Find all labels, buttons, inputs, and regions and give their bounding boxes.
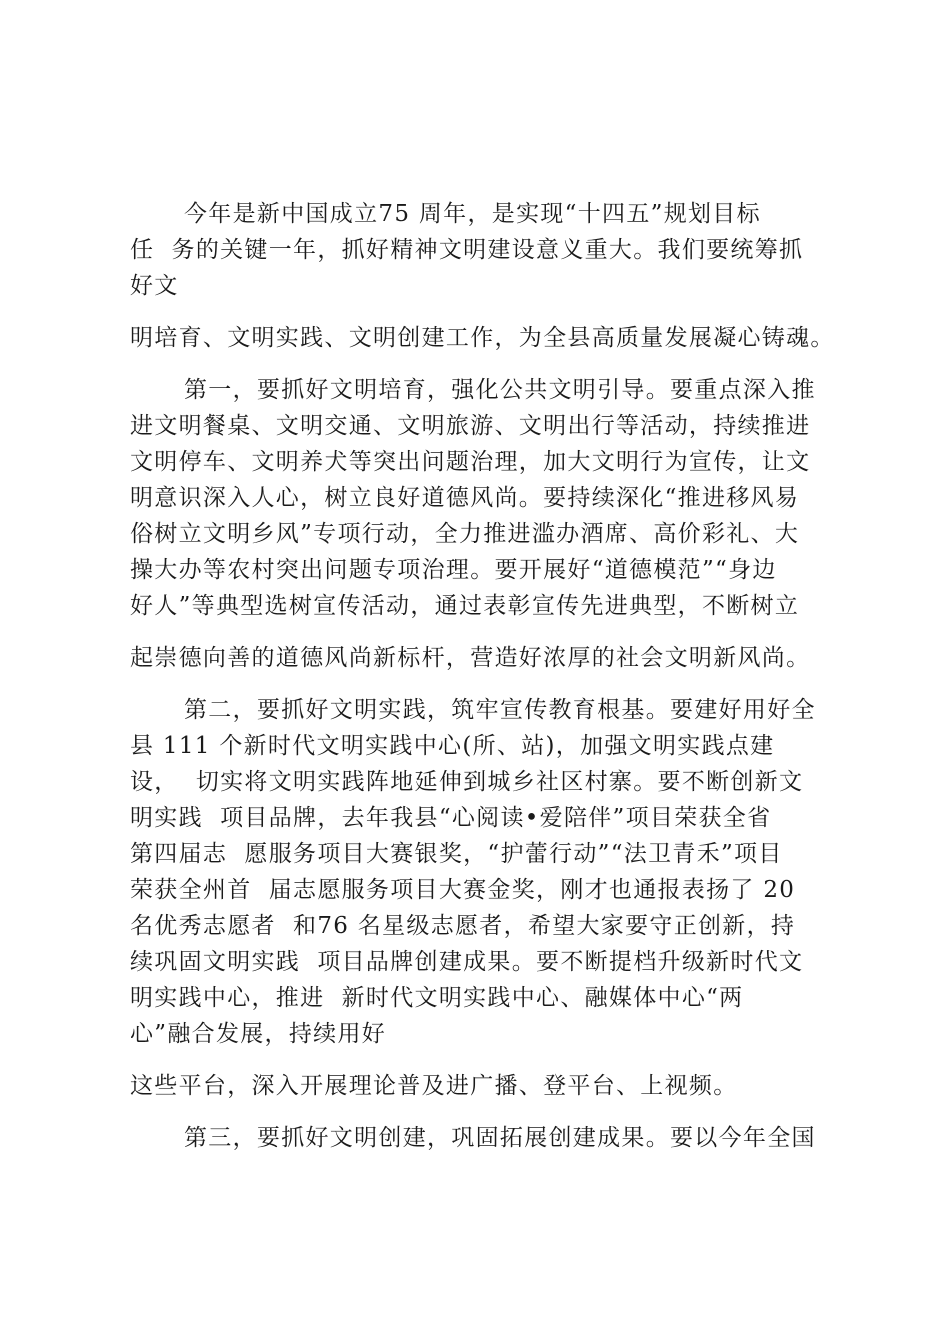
text-line: 设， 切实将文明实践阵地延伸到城乡社区村寨。要不断创新文 [130,769,804,795]
text-line: 文明停车、文明养犬等突出问题治理，加大文明行为宣传，让文 [130,449,811,475]
text-line: 好人”等典型选树宣传活动，通过表彰宣传先进典型，不断树立 [130,593,800,619]
text-line: 任 务的关键一年，抓好精神文明建设意义重大。我们要统筹抓 [130,237,804,263]
text-line: 好文 [130,273,179,299]
text-line: 今年是新中国成立75 周年，是实现“十四五”规划目标 [184,201,761,227]
text-line: 第二，要抓好文明实践，筑牢宣传教育根基。要建好用好全 [184,697,816,723]
text-line: 荣获全州首 届志愿服务项目大赛金奖，刚才也通报表扬了 20 [130,877,796,903]
text-line: 续巩固文明实践 项目品牌创建成果。要不断提档升级新时代文 [130,949,804,975]
text-line: 县 111 个新时代文明实践中心(所、站)，加强文明实践点建 [130,733,775,759]
text-line: 这些平台，深入开展理论普及进广播、登平台、上视频。 [130,1073,738,1099]
text-line: 第四届志 愿服务项目大赛银奖，“护蕾行动”“法卫青禾”项目 [130,841,783,867]
text-line: 第三，要抓好文明创建，巩固拓展创建成果。要以今年全国 [184,1125,816,1151]
text-line: 起崇德向善的道德风尚新标杆，营造好浓厚的社会文明新风尚。 [130,645,811,671]
text-line: 名优秀志愿者 和76 名星级志愿者，希望大家要守正创新，持 [130,913,796,939]
text-line: 明实践中心，推进 新时代文明实践中心、融媒体中心“两 [130,985,744,1011]
text-line: 俗树立文明乡风”专项行动，全力推进滥办酒席、高价彩礼、大 [130,521,800,547]
text-line: 进文明餐桌、文明交通、文明旅游、文明出行等活动，持续推进 [130,413,811,439]
text-line: 明意识深入人心，树立良好道德风尚。要持续深化“推进移风易 [130,485,800,511]
text-line: 明培育、文明实践、文明创建工作，为全县高质量发展凝心铸魂。 [130,325,835,351]
text-line: 第一，要抓好文明培育，强化公共文明引导。要重点深入推 [184,377,816,403]
text-line: 明实践 项目品牌，去年我县“心阅读•爱陪伴”项目荣获全省 [130,805,772,831]
text-line: 心”融合发展，持续用好 [130,1021,387,1047]
text-line: 操大办等农村突出问题专项治理。要开展好“道德模范”“身边 [130,557,777,583]
